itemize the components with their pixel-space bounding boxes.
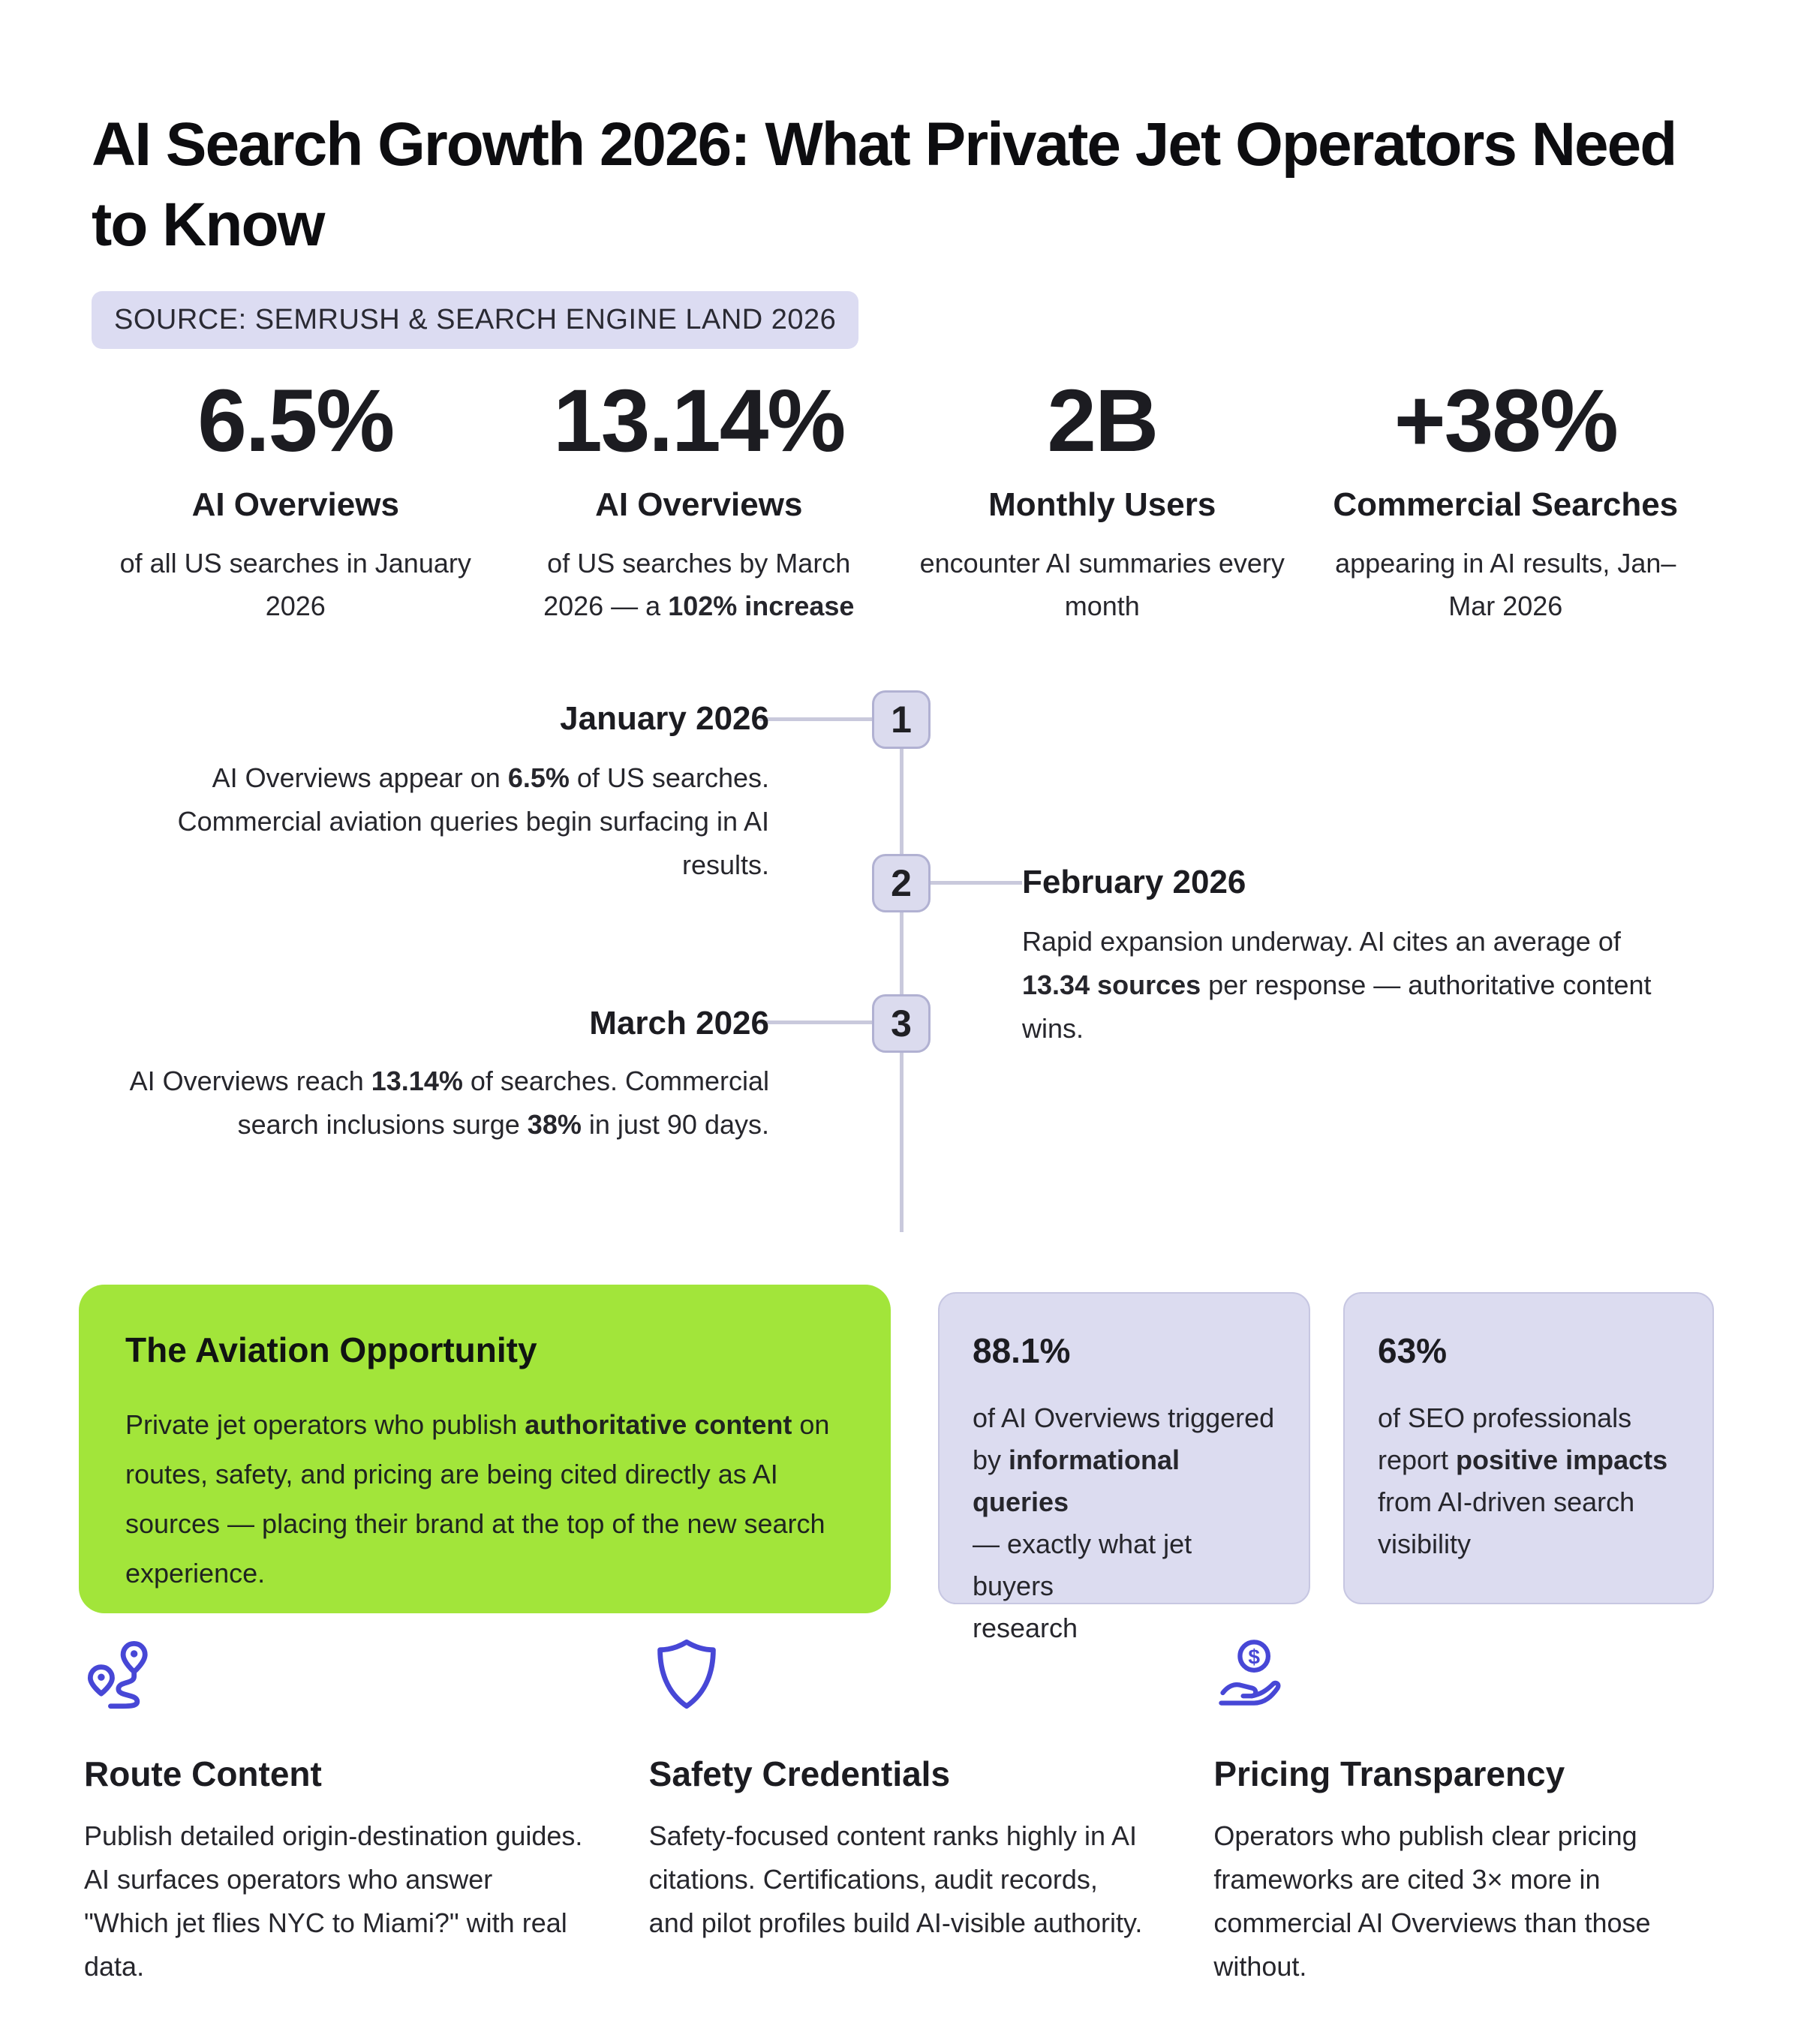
timeline-marker-1: 1 [872, 690, 931, 749]
timeline-body-january: AI Overviews appear on 6.5% of US searches. Commercial aviation queries begin surfacing in AI results. [177, 762, 769, 880]
stat-label: Monthly Users [988, 486, 1216, 523]
card-value: 88.1% [973, 1331, 1071, 1370]
route-icon [84, 1636, 585, 1720]
pillars-row [84, 1636, 1714, 1988]
stat-value: +38% [1394, 371, 1617, 470]
card-informational-queries [938, 1292, 1310, 1643]
stat-commercial-searches [1304, 369, 1708, 627]
timeline-body-february: Rapid expansion underway. AI cites an average of 13.34 sources per response — authoritative content wins. [1022, 926, 1652, 1044]
pillar-body: Operators who publish clear pricing frameworks are cited 3× more in commercial AI Overviews than those without. [1213, 1820, 1651, 1982]
stat-ai-overviews-mar [498, 369, 901, 627]
timeline-marker-2: 2 [872, 854, 931, 912]
timeline-heading-march: March 2026 [589, 1005, 769, 1042]
stat-value: 13.14% [553, 371, 845, 470]
pillar-safety-credentials [649, 1636, 1150, 1988]
stat-value: 6.5% [197, 371, 394, 470]
card-value: 63% [1378, 1331, 1448, 1370]
callout-body: Private jet operators who publish authoritative content on routes, safety, and pricing are being cited directly as AI sources — placing their brand at the top of the new search experience. [125, 1409, 830, 1589]
pillar-body: Safety-focused content ranks highly in AI citations. Certifications, audit records, and pilot profiles build AI-visible authority. [648, 1820, 1143, 1938]
shield-icon [649, 1636, 1150, 1720]
stat-value: 2B [1047, 371, 1158, 470]
pillar-heading: Safety Credentials [648, 1754, 951, 1793]
timeline-connector-3 [759, 1020, 872, 1024]
stat-label: AI Overviews [191, 486, 399, 523]
card-seo-professionals [1343, 1292, 1714, 1604]
stat-label: Commercial Searches [1333, 486, 1679, 523]
aviation-opportunity-callout [79, 1285, 891, 1613]
timeline-connector-2 [931, 881, 1022, 885]
card-body: of AI Overviews triggered by informational queries — exactly what jet buyers research [973, 1402, 1275, 1643]
stat-description: of all US searches in January 2026 [119, 548, 471, 621]
timeline-marker-3: 3 [872, 994, 931, 1053]
pillar-pricing-transparency [1213, 1636, 1714, 1988]
stat-ai-overviews-jan [94, 369, 498, 627]
stat-label: AI Overviews [595, 486, 803, 523]
stat-monthly-users [900, 369, 1304, 627]
pillar-body: Publish detailed origin-destination guides. AI surfaces operators who answer "Which jet flies NYC to Miami?" with real data. [84, 1820, 583, 1982]
stat-description: encounter AI summaries every month [919, 548, 1285, 621]
timeline-heading-february: February 2026 [1022, 864, 1246, 900]
svg-text:$: $ [1248, 1645, 1261, 1669]
callout-heading: The Aviation Opportunity [125, 1330, 537, 1369]
stats-row [94, 369, 1707, 627]
coin-hand-icon [1213, 1636, 1714, 1720]
timeline-line [900, 747, 904, 1232]
timeline-body-march: AI Overviews reach 13.14% of searches. Commercial search inclusions surge 38% in just 90 days. [129, 1066, 769, 1140]
stat-description: appearing in AI results, Jan– Mar 2026 [1335, 548, 1676, 621]
page-title: AI Search Growth 2026: What Private Jet Operators Need to Know [92, 110, 1676, 259]
timeline-connector-1 [759, 717, 872, 721]
card-body: of SEO professionals report positive impacts from AI-driven search visibility [1378, 1402, 1668, 1559]
pillar-heading: Route Content [84, 1754, 322, 1793]
source-badge: SOURCE: SEMRUSH & SEARCH ENGINE LAND 2026 [92, 291, 858, 349]
stat-description: of US searches by March 2026 — a 102% increase [543, 548, 855, 621]
pillar-route-content [84, 1636, 585, 1988]
pillar-heading: Pricing Transparency [1213, 1754, 1565, 1793]
timeline-heading-january: January 2026 [560, 700, 769, 737]
